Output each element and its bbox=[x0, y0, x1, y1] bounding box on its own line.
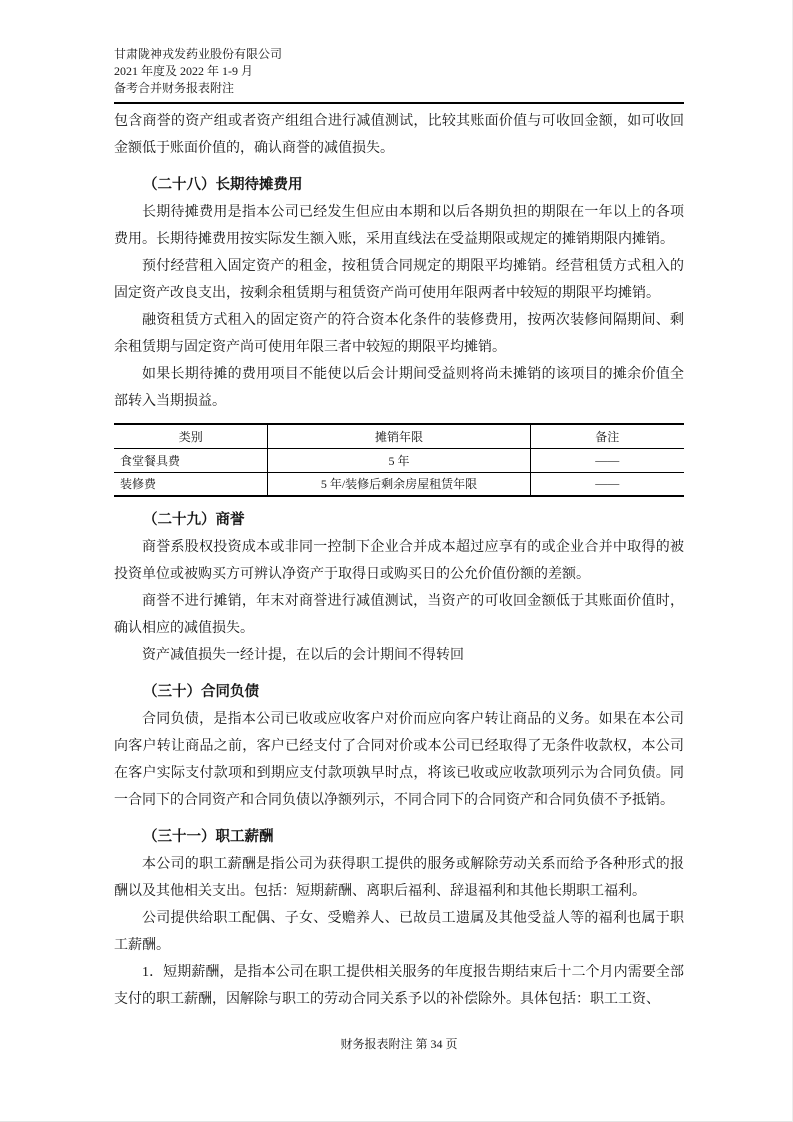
section-30-paragraph-1: 合同负债，是指本公司已收或应收客户对价而应向客户转让商品的义务。如果在本公司向客户转让商品之前，客户已经支付了合同对价或本公司已经取得了无条件收款权，本公司在客户实际支付款项和到期应支付款项孰早时点，将该已收或应收款项列示为合同负债。同一合同下的合同资产和合同负债以净额列示，不同合同下的合同资产和合同负债不予抵销。 bbox=[114, 712, 684, 808]
report-period: 2021 年度及 2022 年 1-9 月 bbox=[114, 64, 253, 78]
footer-page-label: 财务报表附注 第 34 页 bbox=[340, 1037, 458, 1051]
table-header-remark: 备注 bbox=[530, 424, 684, 448]
table-cell-category: 装修费 bbox=[120, 477, 157, 492]
section-29-paragraph-1: 商誉系股权投资成本或非同一控制下企业合并成本超过应享有的或企业合并中取得的被投资单位或被购买方可辨认净资产于取得日或购买日的公允价值份额的差额。 bbox=[114, 540, 684, 582]
section-31-paragraph-2: 公司提供给职工配偶、子女、受赡养人、已故员工遗属及其他受益人等的福利也属于职工薪酬。 bbox=[114, 911, 684, 953]
table-cell-category: 食堂餐具费 bbox=[114, 448, 268, 472]
section-28-heading: （二十八）长期待摊费用 bbox=[143, 177, 303, 193]
page-header bbox=[114, 46, 684, 104]
section-31-heading: （三十一）职工薪酬 bbox=[143, 829, 274, 845]
document-title: 备考合并财务报表附注 bbox=[114, 81, 235, 95]
table-cell-remark: —— bbox=[530, 472, 684, 496]
section-30-heading: （三十）合同负债 bbox=[143, 684, 259, 700]
section-28-paragraph-2: 预付经营租入固定资产的租金，按租赁合同规定的期限平均摊销。经营租赁方式租入的固定资产改良支出，按剩余租赁期与租赁资产尚可使用年限两者中较短的期限平均摊销。 bbox=[114, 259, 684, 301]
page-footer bbox=[114, 1036, 684, 1052]
section-31-paragraph-1: 本公司的职工薪酬是指公司为获得职工提供的服务或解除劳动关系而给予各种形式的报酬以及其他相关支出。包括：短期薪酬、离职后福利、辞退福利和其他长期职工福利。 bbox=[114, 857, 684, 899]
company-name: 甘肃陇神戎发药业股份有限公司 bbox=[114, 47, 283, 61]
document-body bbox=[114, 108, 684, 1013]
section-28-paragraph-3: 融资租赁方式租入的固定资产的符合资本化条件的装修费用，按两次装修间隔期间、剩余租赁期与固定资产尚可使用年限三者中较短的期限平均摊销。 bbox=[114, 313, 684, 355]
section-29-heading: （二十九）商誉 bbox=[143, 512, 245, 528]
table-cell-period: 5 年 bbox=[268, 448, 530, 472]
table-header-category: 类别 bbox=[114, 424, 268, 448]
section-29-paragraph-2: 商誉不进行摊销，年末对商誉进行减值测试，当资产的可收回金额低于其账面价值时，确认相应的减值损失。 bbox=[114, 594, 684, 636]
table-row bbox=[114, 472, 684, 496]
intro-paragraph: 包含商誉的资产组或者资产组组合进行减值测试，比较其账面价值与可收回金额，如可收回金额低于账面价值的，确认商誉的减值损失。 bbox=[114, 114, 684, 156]
table-cell-remark: —— bbox=[530, 448, 684, 472]
amortization-table bbox=[114, 423, 684, 497]
section-28-paragraph-4: 如果长期待摊的费用项目不能使以后会计期间受益则将尚未摊销的该项目的摊余价值全部转入当期损益。 bbox=[114, 367, 684, 409]
table-cell-period: 5 年/装修后剩余房屋租赁年限 bbox=[268, 472, 530, 496]
table-header-amortization-period: 摊销年限 bbox=[268, 424, 530, 448]
page-content bbox=[114, 46, 684, 1013]
section-31-paragraph-3: 1．短期薪酬，是指本公司在职工提供相关服务的年度报告期结束后十二个月内需要全部支付的职工薪酬，因解除与职工的劳动合同关系予以的补偿除外。具体包括：职工工资、 bbox=[114, 965, 684, 1007]
table-header-row bbox=[114, 424, 684, 448]
section-28-paragraph-1: 长期待摊费用是指本公司已经发生但应由本期和以后各期负担的期限在一年以上的各项费用。长期待摊费用按实际发生额入账，采用直线法在受益期限或规定的摊销期限内摊销。 bbox=[114, 205, 684, 247]
table-row bbox=[114, 448, 684, 472]
section-29-paragraph-3: 资产减值损失一经计提，在以后的会计期间不得转回 bbox=[142, 648, 464, 663]
